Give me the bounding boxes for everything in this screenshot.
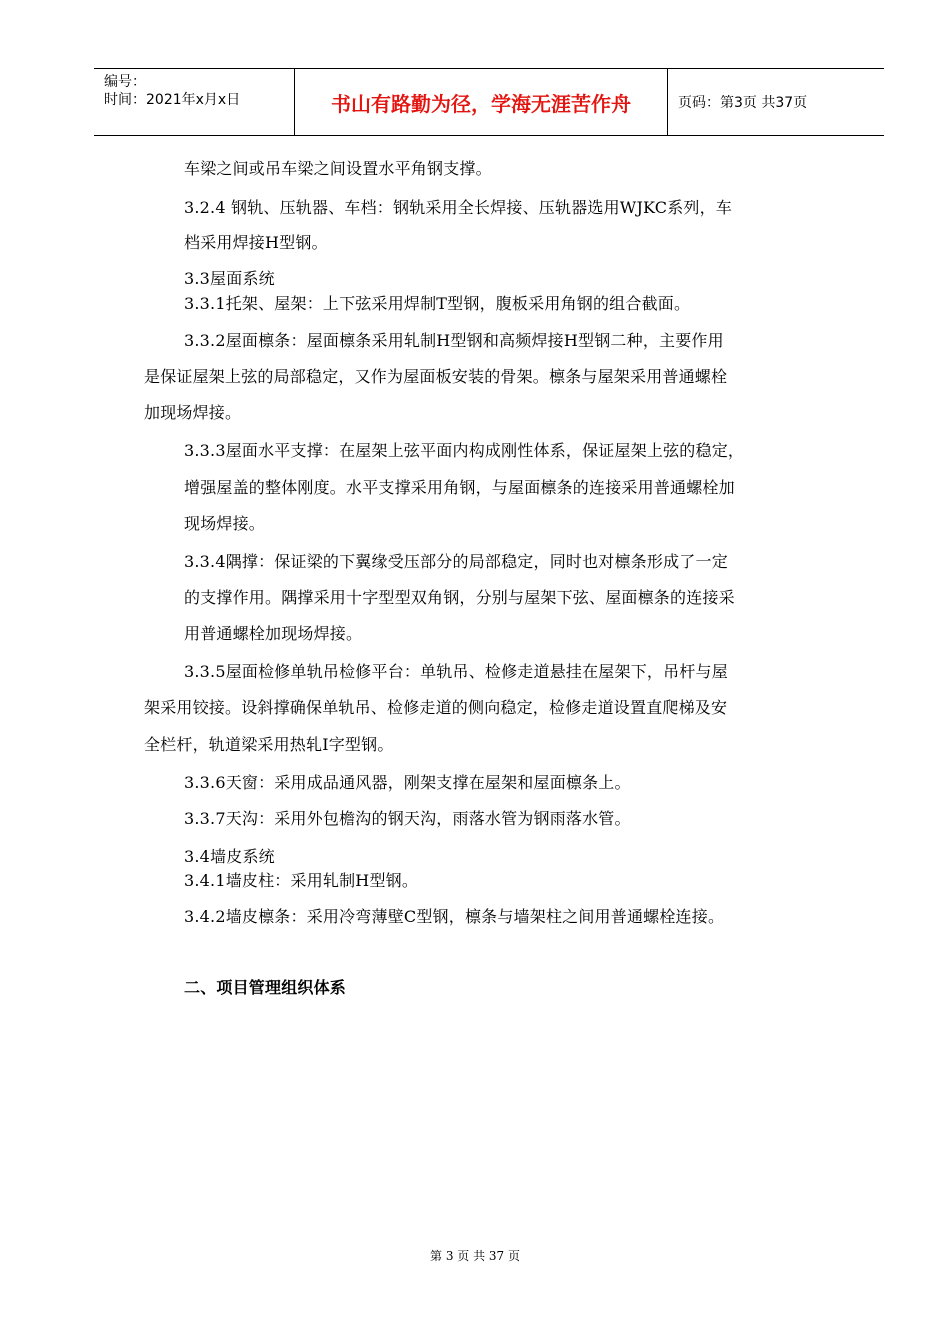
body-line: 是保证屋架上弦的局部稳定，又作为屋面板安装的骨架。檩条与屋架采用普通螺栓 (144, 367, 728, 386)
body-line: 3.3.5屋面检修单轨吊检修平台：单轨吊、检修走道悬挂在屋架下，吊杆与屋 (184, 662, 728, 681)
header-meta (94, 69, 295, 135)
body-line: 车梁之间或吊车梁之间设置水平角钢支撑。 (184, 159, 492, 178)
document-header (94, 68, 884, 136)
body-line: 档采用焊接H型钢。 (184, 233, 328, 252)
body-line: 现场焊接。 (184, 514, 266, 533)
page-footer: 第 3 页 共 37 页 (430, 1249, 520, 1263)
body-line: 3.3.4隅撑：保证梁的下翼缘受压部分的局部稳定，同时也对檩条形成了一定 (184, 552, 728, 571)
body-line: 3.4墙皮系统 (184, 847, 275, 866)
body-line: 全栏杆，轨道梁采用热轧I字型钢。 (144, 735, 394, 754)
header-motto: 书山有路勤为径，学海无涯苦作舟 (295, 69, 668, 135)
body-line: 架采用铰接。设斜撑确保单轨吊、检修走道的侧向稳定，检修走道设置直爬梯及安 (144, 698, 728, 717)
body-line: 3.4.1墙皮柱：采用轧制H型钢。 (184, 871, 419, 890)
body-line: 用普通螺栓加现场焊接。 (184, 624, 363, 643)
body-line: 3.4.2墙皮檩条：采用冷弯薄壁C型钢，檩条与墙架柱之间用普通螺栓连接。 (184, 907, 725, 926)
body-line: 3.3.1托架、屋架：上下弦采用焊制T型钢，腹板采用角钢的组合截面。 (184, 294, 691, 313)
body-line: 增强屋盖的整体刚度。水平支撑采用角钢，与屋面檩条的连接采用普通螺栓加 (184, 478, 735, 497)
body-line: 的支撑作用。隅撑采用十字型型双角钢，分别与屋架下弦、屋面檩条的连接采 (184, 588, 735, 607)
body-line: 3.2.4 钢轨、压轨器、车档：钢轨采用全长焊接、压轨器选用WJKC系列，车 (184, 198, 733, 217)
body-line: 加现场焊接。 (144, 403, 242, 422)
body-line: 3.3.2屋面檩条：屋面檩条采用轧制H型钢和高频焊接H型钢二种，主要作用 (184, 331, 724, 350)
section-heading: 二、项目管理组织体系 (184, 978, 347, 997)
serial-label: 编号： (104, 74, 146, 90)
time-label: 时间：2021年x月x日 (104, 92, 241, 108)
body-line: 3.3.6天窗：采用成品通风器，刚架支撑在屋架和屋面檩条上。 (184, 773, 631, 792)
body-line: 3.3.7天沟：采用外包檐沟的钢天沟，雨落水管为钢雨落水管。 (184, 809, 631, 828)
body-line: 3.3屋面系统 (184, 269, 275, 288)
header-page-info: 页码：第3页 共37页 (678, 95, 808, 111)
body-line: 3.3.3屋面水平支撑：在屋架上弦平面内构成刚性体系，保证屋架上弦的稳定， (184, 441, 745, 460)
